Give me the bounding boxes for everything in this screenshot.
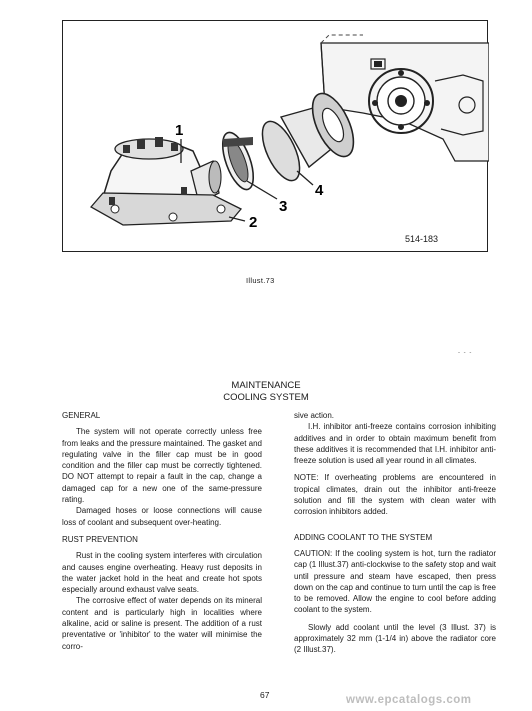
ih-inhibitor-paragraph: I.H. inhibitor anti-freeze contains corrosion inhibiting additives and in order to obtain maximum benefit from these additives it is recommended that I.H. inhibitor anti-freeze solution is used all year round in all climates.	[294, 422, 496, 466]
figure-caption: Illust.73	[246, 276, 275, 285]
rust-paragraph-1: Rust in the cooling system interferes with circulation and causes engine overheating. Heavy rust deposits in the water jacket hold in the heat and create hot spots especially around exhaust valve seats.	[62, 551, 262, 595]
general-paragraph-2: Damaged hoses or loose connections will cause loss of coolant and subsequent over-heating.	[62, 506, 262, 527]
right-column	[294, 410, 496, 656]
page-number: 67	[260, 690, 270, 700]
section-title: MAINTENANCE	[231, 380, 301, 391]
rust-paragraph-2: The corrosive effect of water depends on its mineral content and is particularly high in localities where alkaline, acid or saline is present. The addition of a rust preventative or 'inhibitor' to the water will minimise the corro-	[62, 596, 262, 651]
rust-prevention-heading: RUST PREVENTION	[62, 534, 138, 544]
watermark: www.epcatalogs.com	[346, 694, 472, 706]
left-column	[62, 410, 262, 652]
callout-4: 4	[315, 182, 324, 199]
section-subtitle: COOLING SYSTEM	[223, 392, 309, 403]
slowly-add-paragraph: Slowly add coolant until the level (3 Illust. 37) is approximately 32 mm (1-1/4 in) above the radiator core (2 Illust.37).	[294, 622, 496, 655]
callout-2: 2	[249, 214, 258, 231]
thermostat-housing-illustration	[63, 21, 489, 253]
adding-coolant-heading: ADDING COOLANT TO THE SYSTEM	[294, 532, 433, 542]
caution-paragraph: CAUTION: If the cooling system is hot, turn the radiator cap (1 Illust.37) anti-clockwise to the safety stop and wait until pressure and steam have escaped, then press down on the cap and continue to turn until the cap is free to be removed. Allow the engine to cool before adding coolant to the system.	[294, 548, 496, 615]
general-paragraph-1: The system will not operate correctly unless free from leaks and the pressure maintained. The gasket and regulating valve in the filler cap must be in good condition and the filler cap must be correctly tightened. DO NOT attempt to repair a fault in the cap, change a damaged cap for a new one of the same-pressure rating.	[62, 427, 262, 505]
illustration-frame	[62, 20, 488, 252]
note-paragraph: NOTE: If overheating problems are encountered in tropical climates, drain out the inhibitor anti-freeze solution and fill the system with clean water with corrosion inhibitors added.	[294, 473, 496, 517]
callout-1: 1	[175, 122, 184, 139]
callout-3: 3	[279, 198, 288, 215]
general-heading: GENERAL	[62, 411, 101, 420]
figure-code: 514-183	[405, 234, 439, 244]
continued-text: sive action.	[294, 411, 335, 420]
decorative-dashes: - - -	[458, 350, 473, 356]
